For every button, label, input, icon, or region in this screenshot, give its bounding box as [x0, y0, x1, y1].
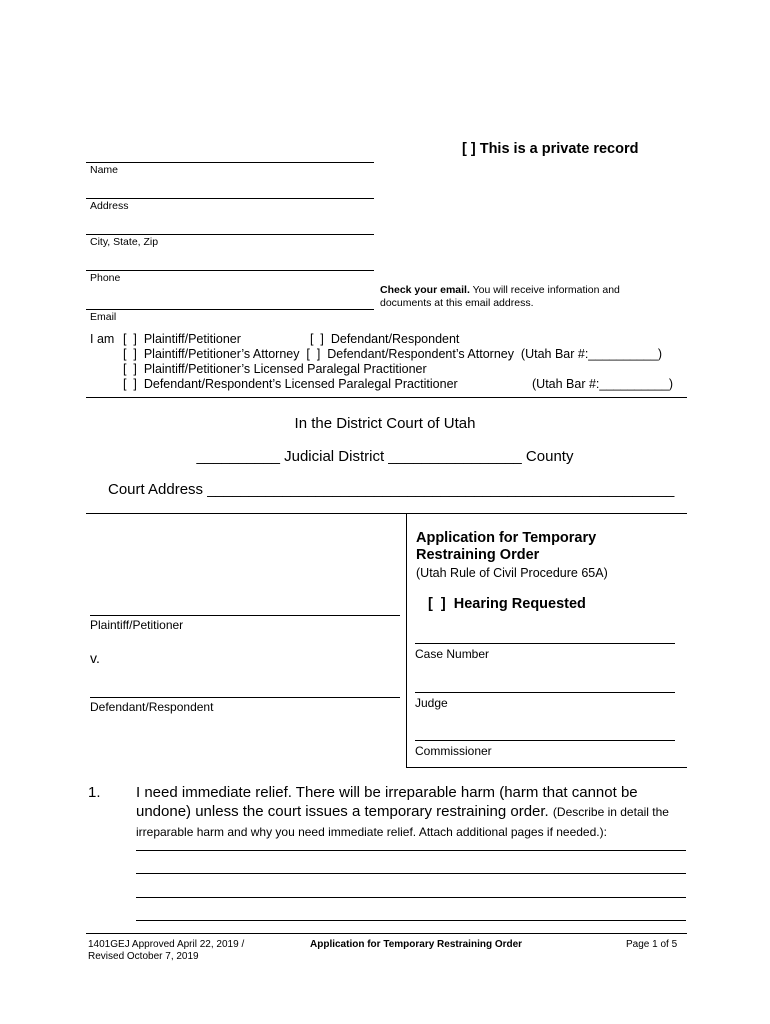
answer-line-4[interactable]	[136, 920, 686, 921]
item-1-number: 1.	[88, 784, 101, 801]
plaintiff-name-line[interactable]	[90, 615, 400, 616]
judge-line[interactable]	[415, 692, 675, 693]
judge-label: Judge	[415, 696, 448, 710]
email-note-bold: Check your email.	[380, 284, 470, 296]
phone-label: Phone	[90, 272, 121, 284]
footer-approved: 1401GEJ Approved April 22, 2019 /	[88, 939, 245, 950]
party-plaintiff-checkbox[interactable]: [ ] Plaintiff/Petitioner	[123, 332, 241, 346]
answer-line-2[interactable]	[136, 873, 686, 874]
court-title: In the District Court of Utah	[294, 415, 476, 432]
footer-divider	[86, 933, 687, 934]
versus-label: v.	[90, 650, 100, 666]
commissioner-label: Commissioner	[415, 744, 492, 758]
caption-top-border	[86, 513, 687, 514]
party-defendant-lpp-checkbox[interactable]: [ ] Defendant/Respondent’s Licensed Paralegal Practitioner	[123, 377, 458, 391]
email-note	[380, 284, 660, 310]
party-defendant-checkbox[interactable]: [ ] Defendant/Respondent	[310, 332, 460, 346]
name-field-line[interactable]	[86, 162, 374, 163]
address-label: Address	[90, 200, 129, 212]
judicial-district-line[interactable]: __________ Judicial District ________________ County	[196, 448, 574, 465]
caption-divider	[406, 513, 407, 767]
defendant-lpp-bar-number[interactable]: (Utah Bar #:__________)	[532, 377, 674, 391]
city-state-zip-label: City, State, Zip	[90, 236, 159, 248]
court-address-line[interactable]: Court Address ________________________________________________________	[108, 481, 675, 498]
case-number-label: Case Number	[415, 647, 490, 661]
email-label: Email	[90, 311, 117, 323]
address-field-line[interactable]	[86, 198, 374, 199]
party-plaintiff-lpp-checkbox[interactable]: [ ] Plaintiff/Petitioner’s Licensed Paralegal Practitioner	[123, 362, 427, 376]
footer-form-id	[88, 939, 244, 963]
footer-revised: Revised October 7, 2019	[88, 951, 199, 962]
hearing-requested-checkbox[interactable]: [ ] Hearing Requested	[428, 596, 586, 612]
case-number-line[interactable]	[415, 643, 675, 644]
item-1-small-text: (Describe in detail the irreparable harm and why you need immediate relief. Attach additional pages if needed.):	[136, 805, 669, 839]
email-note-text: You will receive information and documents at this email address.	[380, 284, 620, 309]
item-1-large-text: I need immediate relief. There will be irreparable harm (harm that cannot be undone) unless the court issues a temporary restraining order.	[136, 784, 638, 820]
party-attorney-row[interactable]: [ ] Plaintiff/Petitioner’s Attorney [ ] Defendant/Respondent’s Attorney (Utah Bar #:__________)	[123, 347, 662, 361]
phone-field-line[interactable]	[86, 270, 374, 271]
name-label: Name	[90, 164, 119, 176]
plaintiff-label: Plaintiff/Petitioner	[90, 618, 184, 632]
private-record-checkbox[interactable]: [ ] This is a private record	[462, 141, 639, 157]
footer-page-number: Page 1 of 5	[626, 939, 678, 950]
email-field-line[interactable]	[86, 309, 374, 310]
defendant-name-line[interactable]	[90, 697, 400, 698]
section-divider	[86, 397, 687, 398]
i-am-label: I am	[90, 332, 115, 346]
commissioner-line[interactable]	[415, 740, 675, 741]
answer-line-3[interactable]	[136, 897, 686, 898]
rule-citation: (Utah Rule of Civil Procedure 65A)	[416, 566, 608, 580]
answer-line-1[interactable]	[136, 850, 686, 851]
caption-bottom-border	[406, 767, 687, 768]
document-title: Application for Temporary Restraining Order	[416, 530, 597, 563]
defendant-label: Defendant/Respondent	[90, 700, 214, 714]
city-state-zip-field-line[interactable]	[86, 234, 374, 235]
footer-title: Application for Temporary Restraining Order	[310, 939, 523, 950]
item-1-text	[136, 783, 688, 842]
